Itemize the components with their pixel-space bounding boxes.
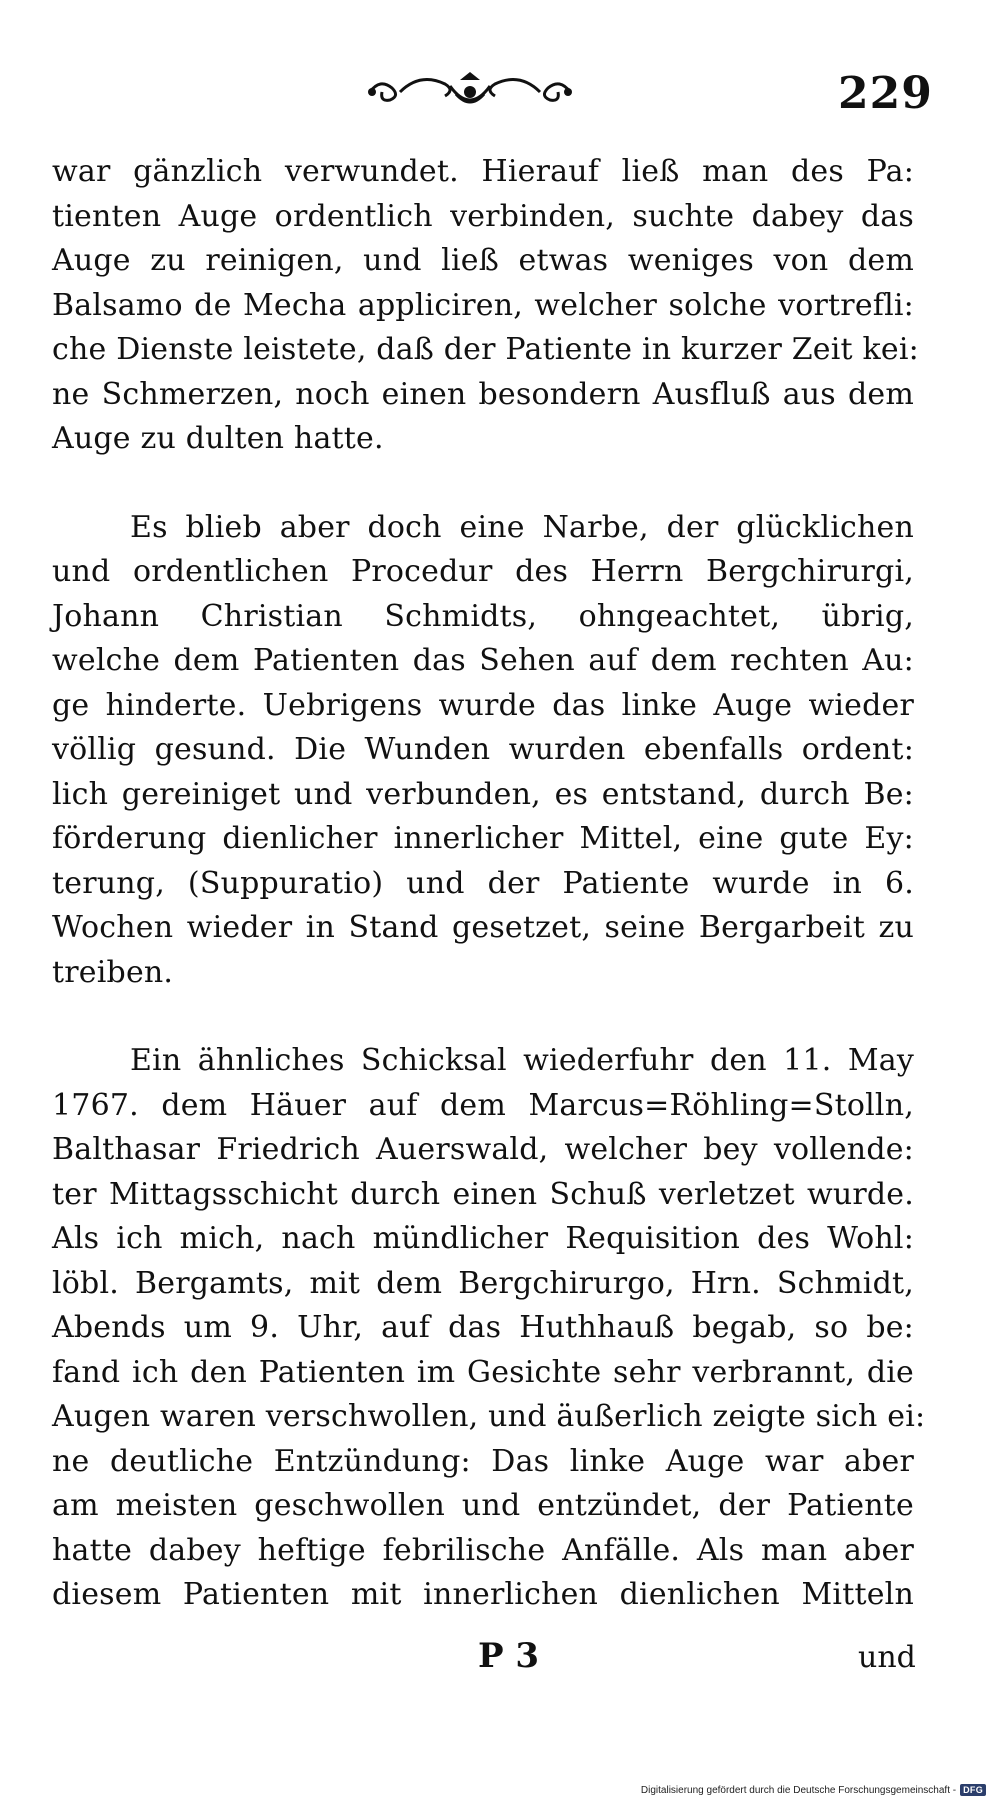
text-line: welche dem Patienten das Sehen auf dem rechten Au: (52, 643, 914, 678)
text-line: Es blieb aber doch eine Narbe, der glücklichen (130, 509, 914, 545)
digitization-note: Digitalisierung gefördert durch die Deutsche Forschungsgemeinschaft - (640, 1784, 957, 1796)
page-number: 229 (838, 68, 933, 119)
paragraph-spacer (52, 995, 914, 1039)
text-line: terung, (Suppuratio) und der Patiente wurde in 6. (52, 865, 914, 901)
text-line: Wochen wieder in Stand gesetzet, seine Bergarbeit zu (52, 910, 914, 945)
text-line: am meisten geschwollen und entzündet, der Patiente (52, 1488, 914, 1523)
text-line: ne Schmerzen, noch einen besondern Ausfluß aus dem (52, 376, 914, 412)
catchword: und (858, 1640, 916, 1675)
text-line: ter Mittagsschicht durch einen Schuß verletzet wurde. (52, 1176, 914, 1212)
text-line: Auge zu reinigen, und ließ etwas weniges von dem (52, 243, 914, 278)
digitization-footer (641, 1784, 986, 1796)
text-line: Augen waren verschwollen, und äußerlich zeigte sich ei: (52, 1399, 926, 1434)
text-line: che Dienste leistete, daß der Patiente in kurzer Zeit kei: (52, 332, 919, 367)
text-line: treiben. (52, 954, 174, 990)
text-line: Balthasar Friedrich Auerswald, welcher bey vollende: (52, 1132, 914, 1167)
text-line: ne deutliche Entzündung: Das linke Auge war aber (52, 1443, 914, 1479)
text-line: war gänzlich verwundet. Hierauf ließ man des Pa: (52, 154, 914, 189)
text-line: Ein ähnliches Schicksal wiederfuhr den 11. May (130, 1043, 914, 1078)
dfg-logo-icon: DFG (960, 1784, 986, 1796)
text-line: lich gereiniget und verbunden, es entstand, durch Be: (52, 776, 914, 812)
paragraph-1 (52, 150, 919, 462)
printer-ornament-icon (360, 62, 580, 122)
text-line: völlig gesund. Die Wunden wurden ebenfalls ordent: (52, 732, 914, 767)
text-line: hatte dabey heftige febrilische Anfälle. Als man aber (52, 1532, 914, 1568)
body-text (52, 150, 926, 1618)
text-line: löbl. Bergamts, mit dem Bergchirurgo, Hrn. Schmidt, (52, 1265, 914, 1301)
text-line: Balsamo de Mecha appliciren, welcher solche vortrefli: (52, 287, 914, 323)
printer-signature-mark: P 3 (478, 1636, 540, 1676)
text-line: fand ich den Patienten im Gesichte sehr verbrannt, die (52, 1354, 914, 1390)
text-line: Als ich mich, nach mündlicher Requisition des Wohl: (52, 1221, 914, 1256)
text-line: Johann Christian Schmidts, ohngeachtet, übrig, (52, 598, 914, 634)
text-line: und ordentlichen Procedur des Herrn Bergchirurgi, (52, 554, 914, 589)
text-line: 1767. dem Häuer auf dem Marcus=Röhling=Stolln, (52, 1087, 914, 1123)
text-line: ge hinderte. Uebrigens wurde das linke Auge wieder (52, 687, 914, 723)
paragraph-2 (52, 506, 914, 996)
paragraph-3 (52, 1039, 926, 1618)
text-line: diesem Patienten mit innerlichen dienlichen Mitteln (52, 1577, 914, 1612)
text-line: Auge zu dulten hatte. (52, 421, 384, 456)
paragraph-spacer (52, 462, 914, 506)
text-line: förderung dienlicher innerlicher Mittel, eine gute Ey: (52, 821, 914, 856)
text-line: Abends um 9. Uhr, auf das Huthhauß begab, so be: (52, 1310, 914, 1345)
text-line: tienten Auge ordentlich verbinden, suchte dabey das (52, 198, 914, 234)
